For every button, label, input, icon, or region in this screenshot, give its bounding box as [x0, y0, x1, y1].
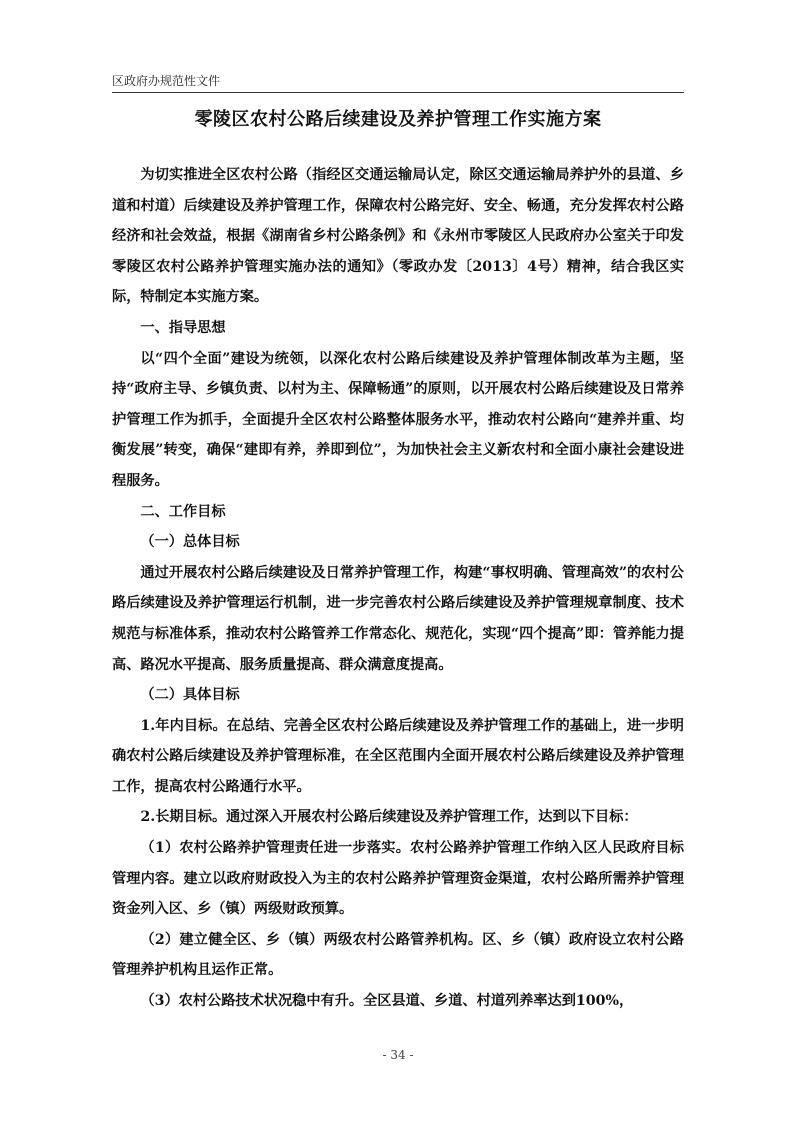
- annual-goal-paragraph: 1.年内目标。在总结、完善全区农村公路后续建设及养护管理工作的基础上，进一步明确农村公路后续建设及养护管理标准，在全区范围内全面开展农村公路后续建设及养护管理工作，提高农村公路通行水平。: [112, 717, 684, 795]
- goal-item-1: （1）农村公路养护管理责任进一步落实。农村公路养护管理工作纳入区人民政府目标管理内容。建立以政府财政投入为主的农村公路养护管理资金渠道，农村公路所需养护管理资金列入区、乡（镇）两级财政预算。: [112, 840, 684, 918]
- intro-paragraph: 为切实推进全区农村公路（指经区交通运输局认定，除区交通运输局养护外的县道、乡道和村道）后续建设及养护管理工作，保障农村公路完好、安全、畅通，充分发挥农村公路经济和社会效益，根据《湖南省乡村公路条例》和《永州市零陵区人民政府办公室关于印发零陵区农村公路养护管理实施办法的通知》（零政办发〔2013〕4号）精神，结合我区实际，特制定本实施方案。: [112, 167, 684, 306]
- document-body: [112, 160, 684, 1017]
- long-term-goal-paragraph: 2.长期目标。通过深入开展农村公路后续建设及养护管理工作，达到以下目标：: [140, 809, 638, 826]
- document-title: 零陵区农村公路后续建设及养护管理工作实施方案: [194, 109, 602, 130]
- overall-goals-paragraph: 通过开展农村公路后续建设及日常养护管理工作，构建“事权明确、管理高效”的农村公路后续建设及养护管理运行机制，进一步完善农村公路后续建设及养护管理规章制度、技术规范与标准体系，推动农村公路管养工作常态化、规范化，实现“四个提高”即：管养能力提高、路况水平提高、服务质量提高、群众满意度提高。: [112, 564, 684, 673]
- section-heading-guiding-thought: 一、指导思想: [140, 319, 226, 336]
- goal-item-2: （2）建立健全区、乡（镇）两级农村公路管养机构。区、乡（镇）政府设立农村公路管理养护机构且运作正常。: [112, 931, 684, 979]
- header-label: 区政府办规范性文件: [112, 74, 221, 88]
- guiding-thought-paragraph: 以“四个全面”建设为统领，以深化农村公路后续建设及养护管理体制改革为主题，坚持“政府主导、乡镇负责、以村为主、保障畅通”的原则，以开展农村公路后续建设及日常养护管理工作为抓手，全面提升全区农村公路整体服务水平，推动农村公路向“建养并重、均衡发展”转变，确保“建即有养，养即到位”，为加快社会主义新农村和全面小康社会建设进程服务。: [112, 350, 684, 489]
- page-number: - 34 -: [382, 1048, 414, 1062]
- goal-item-3: （3）农村公路技术状况稳中有升。全区县道、乡道、村道列养率达到100%，: [140, 993, 634, 1010]
- section-heading-work-goals: 二、工作目标: [140, 503, 226, 520]
- document-header: [112, 72, 684, 93]
- subheading-overall-goals: （一）总体目标: [140, 534, 240, 551]
- subheading-specific-goals: （二）具体目标: [140, 687, 240, 704]
